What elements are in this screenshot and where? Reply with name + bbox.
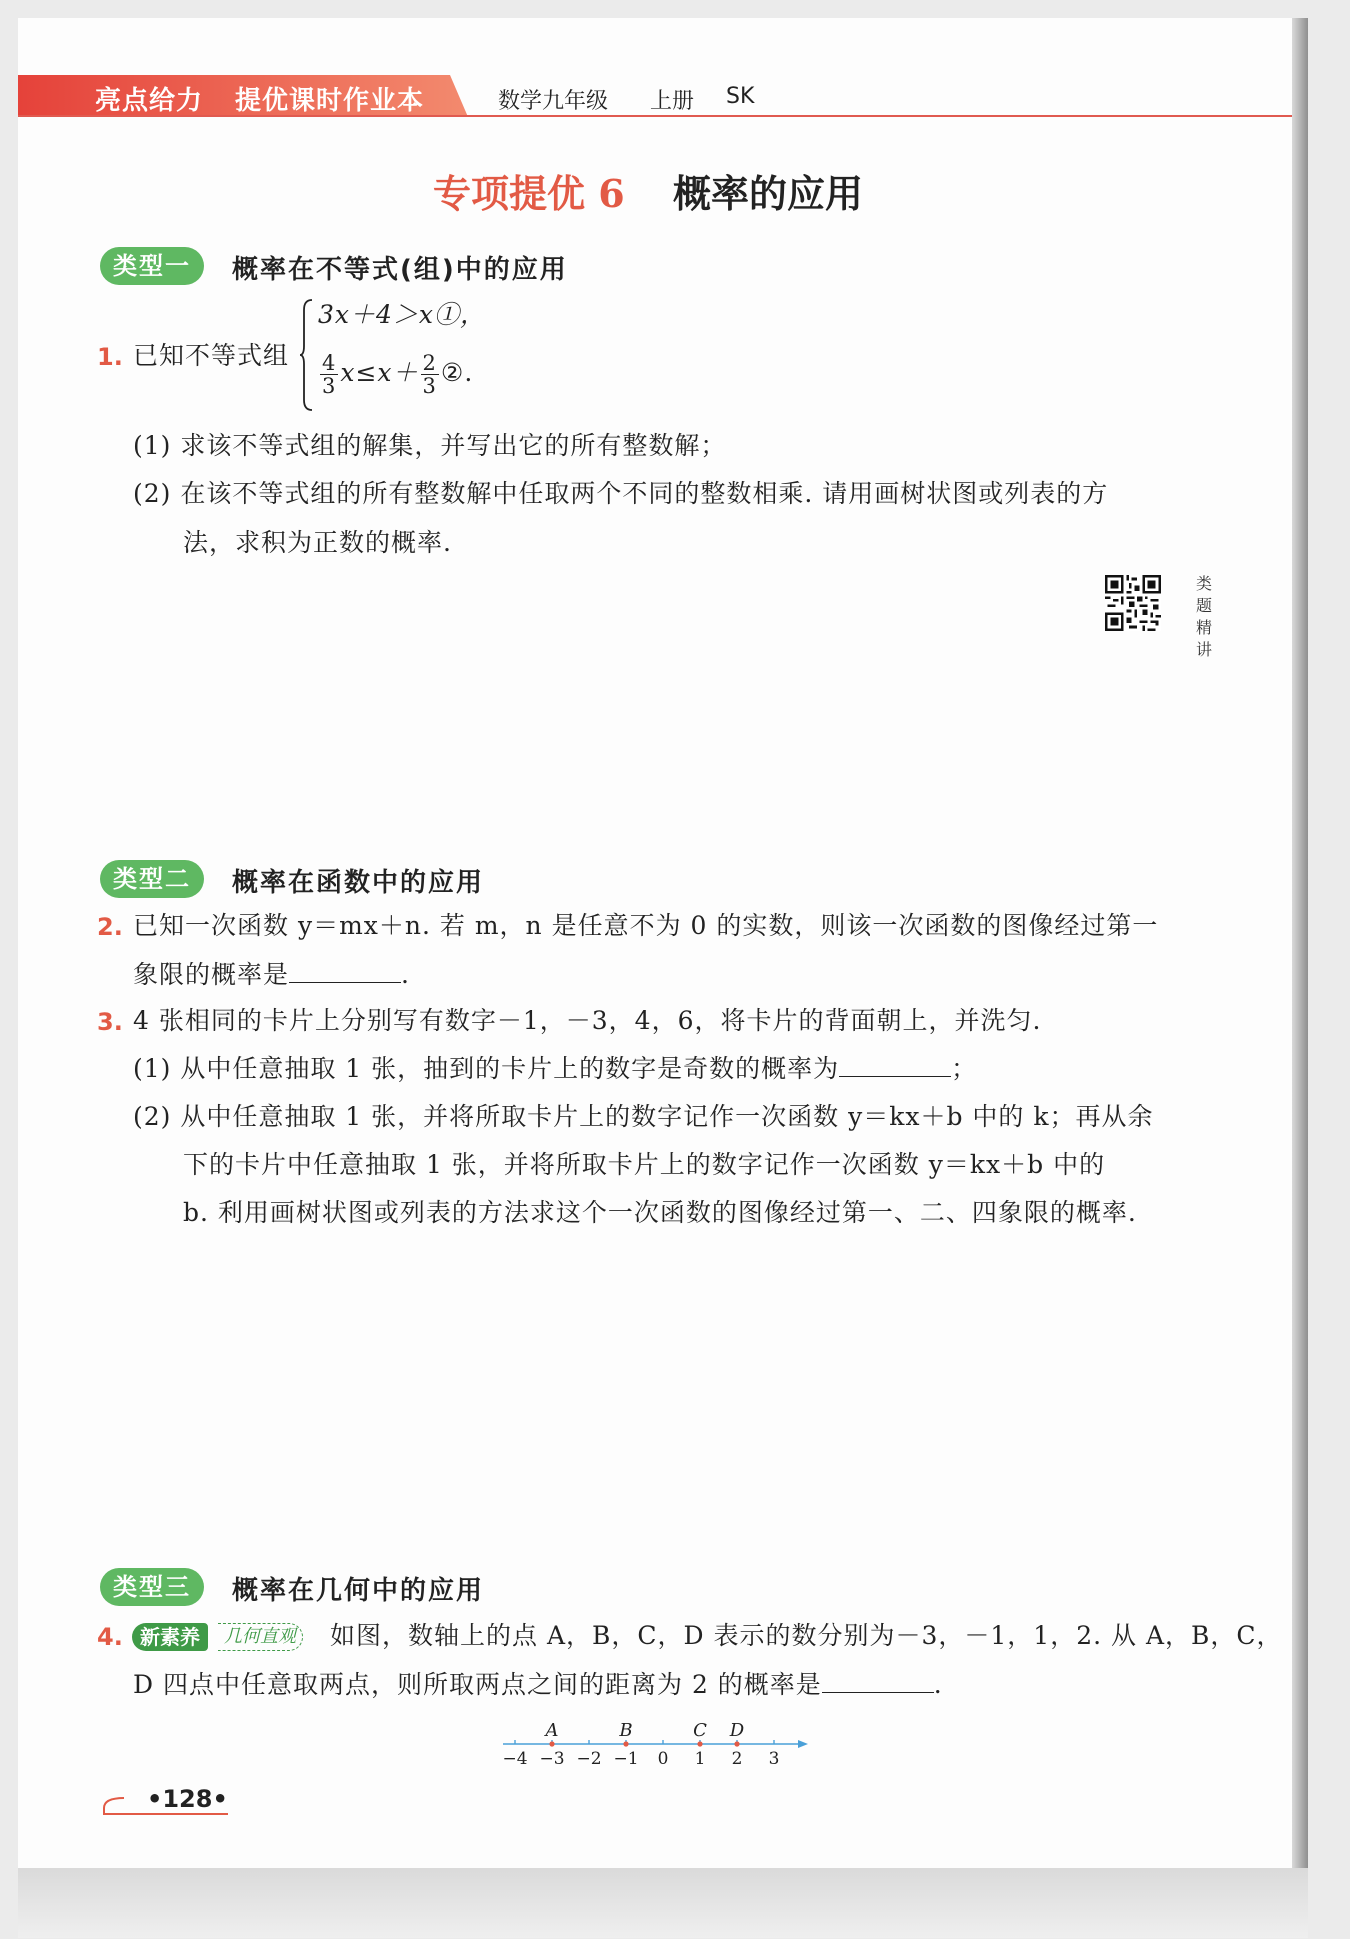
tick-label: 3 [768,1749,780,1768]
tick-label: 2 [731,1749,743,1768]
new-literacy-badge: 新素养 [132,1623,208,1651]
page-number: •128• [147,1785,228,1813]
q1-part-2-line-2: 法，求积为正数的概率. [183,528,452,557]
section-badge-3: 类型三 [100,1568,204,1606]
question-number-4: 4. [97,1623,123,1651]
section-title-2: 概率在函数中的应用 [232,868,485,898]
q1-inequality-2: $\frac{4}{3}$ x≤x＋ $\frac{2}{3}$ ②. [322,351,474,398]
page-bottom-margin [18,1868,1308,1938]
question-number-2: 2. [97,913,123,941]
point-label-c: C [693,1720,707,1741]
section-title-3: 概率在几何中的应用 [232,1576,485,1606]
section-badge-2: 类型二 [100,860,204,898]
header-subject: 数学九年级 [498,89,609,114]
point-label-b: B [619,1720,633,1741]
header-book-title: 提优课时作业本 [235,86,425,116]
q2-line-1: 已知一次函数 y＝mx＋n. 若 m，n 是任意不为 0 的实数，则该一次函数的图像经过第一 [133,911,1159,940]
qr-code-icon[interactable] [1105,575,1161,631]
q3-part-2-line-1: (2) 从中任意抽取 1 张，并将所取卡片上的数字记作一次函数 y＝kx＋b 中的 k；再从余 [133,1102,1154,1131]
header-brand: 亮点给力 [95,86,204,116]
q4-line-1: 如图，数轴上的点 A，B，C，D 表示的数分别为－3，－1，1，2. 从 A，B，C， [330,1621,1283,1650]
fraction-2-3: $\frac{2}{3}$ [422,351,437,398]
question-number-1: 1. [97,343,123,371]
point-c [697,1741,702,1746]
geometry-intuition-badge: 几何直观 [218,1623,303,1651]
section-badge-1: 类型一 [100,247,204,285]
number-line-arrow [798,1740,808,1748]
tick-label: −4 [502,1749,528,1768]
q2-line-2: 象限的概率是 . [133,960,410,989]
tick-label: −3 [539,1749,565,1768]
q1-part-2-line-1: (2) 在该不等式组的所有整数解中任取两个不同的整数相乘. 请用画树状图或列表的方 [133,479,1109,508]
page-title-prefix: 专项提优 6 [433,171,625,216]
tick-label: −1 [613,1749,639,1768]
point-label-a: A [545,1720,559,1741]
q1-inequality-1: 3x＋4＞x①， [318,300,487,329]
answer-blank-q2[interactable] [289,962,401,983]
tick-label: −2 [576,1749,602,1768]
point-b [623,1741,628,1746]
header-edition: SK [726,84,755,109]
point-d [734,1741,739,1746]
point-label-d: D [729,1720,745,1741]
point-a [549,1741,554,1746]
page-edge-shadow [1292,18,1308,1868]
section-title-1: 概率在不等式(组)中的应用 [232,255,568,285]
page-title: 概率的应用 [673,171,864,216]
q4-line-2: D 四点中任意取两点，则所取两点之间的距离为 2 的概率是 . [133,1670,943,1699]
system-brace [300,298,314,412]
q1-part-1: (1) 求该不等式组的解集，并写出它的所有整数解； [133,431,727,460]
answer-blank-q3[interactable] [839,1056,951,1077]
header-volume: 上册 [650,89,695,114]
q1-lead: 已知不等式组 [133,341,290,370]
number-line [495,1718,815,1768]
fraction-4-3: $\frac{4}{3}$ [322,351,337,398]
qr-label: 类题精讲 [1196,574,1213,659]
q3-part-1: (1) 从中任意抽取 1 张，抽到的卡片上的数字是奇数的概率为 ； [133,1054,978,1083]
answer-blank-q4[interactable] [822,1672,934,1693]
q3-line-1: 4 张相同的卡片上分别写有数字－1，－3，4，6，将卡片的背面朝上，并洗匀. [133,1006,1042,1035]
q3-part-2-line-3: b. 利用画树状图或列表的方法求这个一次函数的图像经过第一、二、四象限的概率. [183,1198,1137,1227]
tick-label: 1 [694,1749,706,1768]
header-rule [18,115,1292,117]
question-number-3: 3. [97,1008,123,1036]
tick-label: 0 [657,1749,669,1768]
q3-part-2-line-2: 下的卡片中任意抽取 1 张，并将所取卡片上的数字记作一次函数 y＝kx＋b 中的 [183,1150,1106,1179]
page-sheet [18,18,1308,1868]
